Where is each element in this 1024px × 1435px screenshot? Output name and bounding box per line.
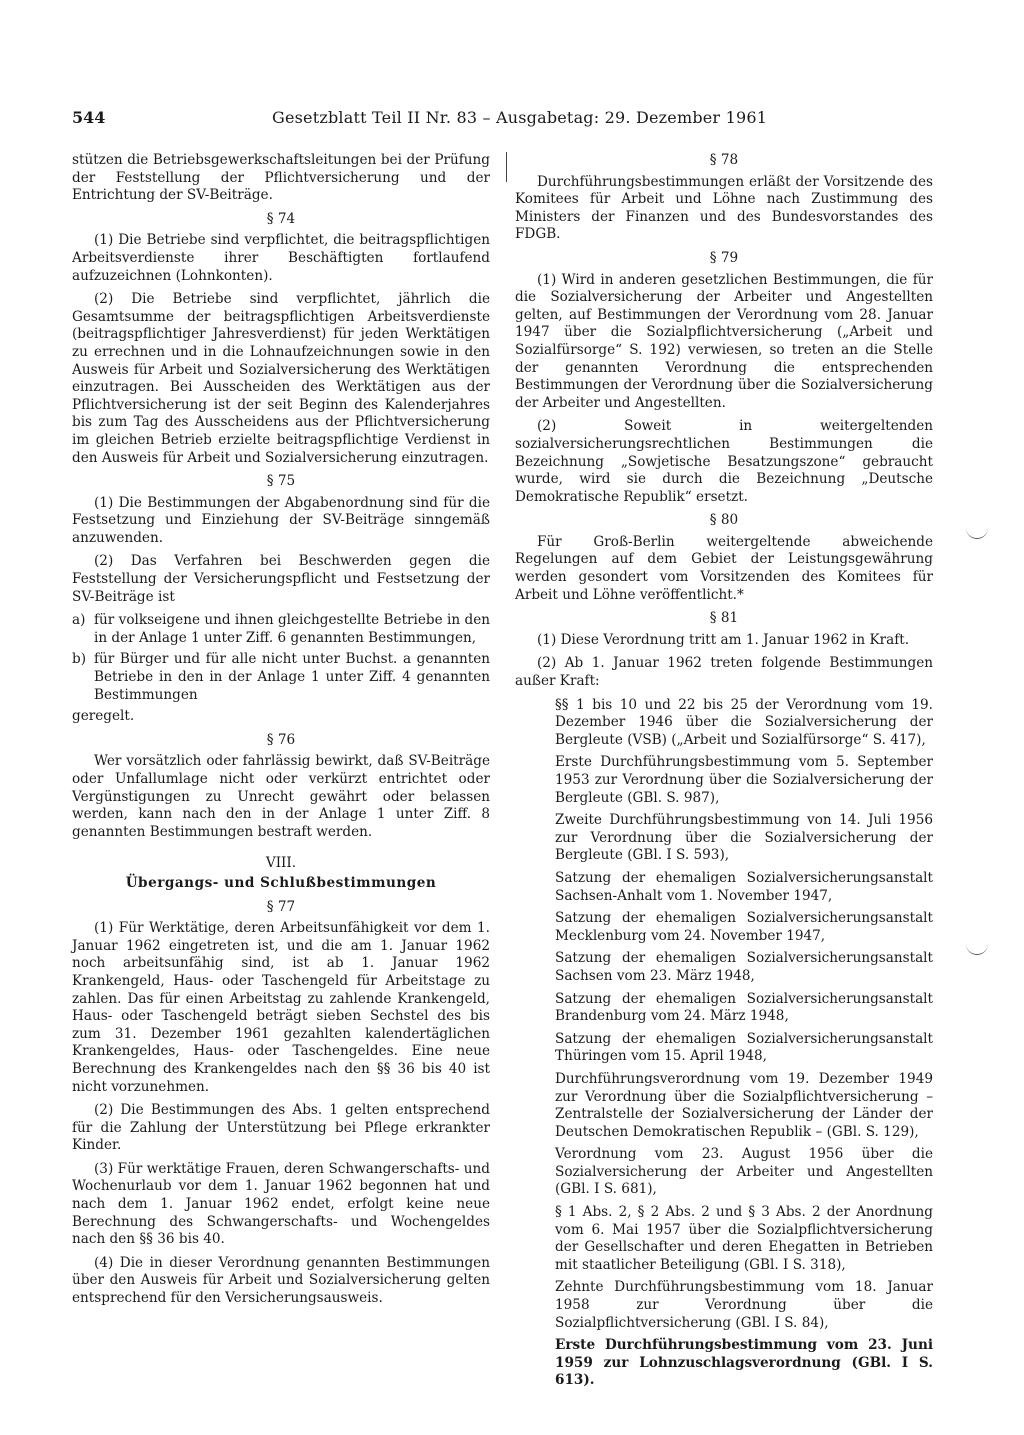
repealed-provision: Verordnung vom 23. August 1956 über die Sozialversicherung der Arbeiter und Angestellten (GBl. I S. 681), [555, 1146, 933, 1198]
right-column [515, 152, 933, 1395]
margin-mark [966, 528, 988, 539]
paragraph: (3) Für werktätige Frauen, deren Schwangerschafts- und Wochenurlaub vor dem 1. Januar 1962 begonnen hat und nach dem 1. Januar 1962 endet, erfolgt keine neue Berechnung des Schwangerschafts- und Wochengeldes nach den §§ 36 bis 40. [72, 1160, 490, 1248]
list-item [72, 651, 490, 704]
paragraph: geregelt. [72, 708, 135, 725]
paragraph: Durchführungsbestimmungen erläßt der Vorsitzende des Komitees für Arbeit und Löhne nach Zustimmung des Ministers der Finanzen und des Bundesvorstandes des FDGB. [515, 173, 933, 243]
section-title: § 77 [266, 898, 296, 915]
paragraph: (1) Die Bestimmungen der Abgabenordnung sind für die Festsetzung und Einziehung der SV-Beiträge sinngemäß anzuwenden. [72, 494, 490, 546]
section-title: § 79 [709, 249, 739, 266]
running-title: Gesetzblatt Teil II Nr. 83 – Ausgabetag: 29. Dezember 1961 [272, 108, 768, 127]
page-header [72, 108, 944, 132]
repealed-provision: § 1 Abs. 2, § 2 Abs. 2 und § 3 Abs. 2 der Anordnung vom 6. Mai 1957 über die Sozialpflichtversicherung der Gesellschafter und deren Ehegatten in Betrieben mit staatlicher Beteiligung (GBl. I S. 318), [555, 1204, 933, 1273]
section-title: § 75 [266, 473, 296, 490]
repealed-provision: Erste Durchführungsbestimmung vom 23. Juni 1959 zur Lohnzuschlagsverordnung (GBl. I S. 613). [555, 1337, 933, 1389]
chapter-title: Übergangs- und Schlußbestimmungen [125, 874, 437, 891]
section-title: § 81 [709, 610, 739, 627]
repealed-provision: Satzung der ehemaligen Sozialversicherungsanstalt Sachsen vom 23. März 1948, [555, 950, 933, 984]
list-item-text: für volkseigene und ihnen gleichgestellte Betriebe in den in der Anlage 1 unter Ziff. 6 genannten Bestimmungen, [94, 612, 490, 646]
repealed-provision: Zweite Durchführungsbestimmung von 14. Juli 1956 zur Verordnung über die Sozialversicherung der Bergleute (GBl. I S. 593), [555, 812, 933, 864]
repealed-provision: §§ 1 bis 10 und 22 bis 25 der Verordnung vom 19. Dezember 1946 über die Sozialversicherung der Bergleute (VSB) („Arbeit und Sozialfürsorge“ S. 417), [555, 696, 933, 748]
list-item-text: für Bürger und für alle nicht unter Buchst. a genannten Betriebe in den in der Anlage 1 unter Ziff. 4 genannten Bestimmungen [94, 651, 490, 703]
paragraph: (2) Die Betriebe sind verpflichtet, jährlich die Gesamtsumme der beitragspflichtigen Arbeitsverdienste (beitragspflichtiger Jahresverdienst) für jeden Werktätigen zu errechnen und in die Lohnaufzeichnungen sowie in den Ausweis für Arbeit und Sozialversicherung des Werktätigen einzutragen. Bei Ausscheiden des Werktätigen aus der Pflichtversicherung ist der seit Beginn des Kalenderjahres bis zum Tag des Ausscheidens aus der Pflichtversicherung im gleichen Betrieb erzielte beitragspflichtige Verdienst in den Ausweis für Arbeit und Sozialversicherung einzutragen. [72, 291, 490, 466]
section-title: § 76 [266, 731, 296, 748]
list-item-label: b) [72, 651, 87, 668]
repealed-provision: Erste Durchführungsbestimmung vom 5. September 1953 zur Verordnung über die Sozialversicherung der Bergleute (GBl. S. 987), [555, 754, 933, 806]
paragraph: Für Groß-Berlin weitergeltende abweichende Regelungen auf dem Gebiet der Leistungsgewährung werden gesondert vom Vorsitzenden des Komitees für Arbeit und Löhne veröffentlicht.* [515, 533, 933, 603]
intro-paragraph: stützen die Betriebsgewerkschaftsleitungen bei der Prüfung der Feststellung der Pflichtversicherung und der Entrichtung der SV-Beiträge. [72, 152, 490, 204]
paragraph: (4) Die in dieser Verordnung genannten Bestimmungen über den Ausweis für Arbeit und Sozialversicherung gelten entsprechend für den Versicherungsausweis. [72, 1254, 490, 1307]
paragraph: (2) Die Bestimmungen des Abs. 1 gelten entsprechend für die Zahlung der Unterstützung bei Pflege erkrankter Kinder. [72, 1102, 490, 1154]
list-item [72, 612, 490, 647]
section-title: § 78 [709, 152, 739, 168]
section-title: § 80 [709, 512, 739, 529]
repealed-provision: Satzung der ehemaligen Sozialversicherungsanstalt Thüringen vom 15. April 1948, [555, 1030, 933, 1065]
column-divider [506, 152, 507, 182]
repealed-provision: Durchführungsverordnung vom 19. Dezember 1949 zur Verordnung über die Sozialpflichtversicherung – Zentralstelle der Sozialversicherung der Länder der Deutschen Demokratischen Republik – (GBl. S. 129), [555, 1070, 933, 1140]
paragraph: (1) Diese Verordnung tritt am 1. Januar 1962 in Kraft. [537, 631, 910, 648]
page-number: 544 [72, 108, 106, 127]
paragraph: (2) Das Verfahren bei Beschwerden gegen die Feststellung der Versicherungspflicht und Festsetzung der SV-Beiträge ist [72, 553, 490, 605]
chapter-number: VIII. [265, 855, 297, 872]
margin-mark [966, 944, 988, 955]
section-title: § 74 [266, 210, 296, 227]
repealed-provision: Satzung der ehemaligen Sozialversicherungsanstalt Sachsen-Anhalt vom 1. November 1947, [555, 869, 933, 904]
list-item-label: a) [72, 612, 86, 629]
repealed-provision: Satzung der ehemaligen Sozialversicherungsanstalt Brandenburg vom 24. März 1948, [555, 990, 933, 1025]
paragraph: (1) Wird in anderen gesetzlichen Bestimmungen, die für die Sozialversicherung der Arbeiter und Angestellten gelten, auf Bestimmungen der Verordnung vom 28. Januar 1947 über die Sozialpflichtversicherung („Arbeit und Sozialfürsorge“ S. 192) verwiesen, so treten an die Stelle der genannten Verordnung die entsprechenden Bestimmungen der Verordnung über die Sozialversicherung der Arbeiter und Angestellten. [515, 271, 933, 411]
left-column [72, 152, 490, 1314]
paragraph: Wer vorsätzlich oder fahrlässig bewirkt, daß SV-Beiträge oder Unfallumlage nicht oder verkürzt entrichtet oder Vergünstigungen zu Unrecht gewährt oder belassen werden, kann nach den in der Anlage 1 unter Ziff. 8 genannten Bestimmungen bestraft werden. [72, 753, 490, 840]
paragraph: (1) Für Werktätige, deren Arbeitsunfähigkeit vor dem 1. Januar 1962 eingetreten ist, und die am 1. Januar 1962 noch arbeitsunfähig sind, ist ab 1. Januar 1962 Krankengeld, Haus- oder Taschengeld für Arbeitstage zu zahlen. Das für einen Arbeitstag zu zahlende Krankengeld, Haus- oder Taschengeld beträgt sieben Sechstel des bis zum 31. Dezember 1961 gezahlten kalendertäglichen Krankengeldes, Haus- oder Taschengeldes. Eine neue Berechnung des Krankengeldes nach den §§ 36 bis 40 ist nicht vorzunehmen. [72, 920, 490, 1095]
repealed-provision: Satzung der ehemaligen Sozialversicherungsanstalt Mecklenburg vom 24. November 1947, [555, 910, 933, 944]
paragraph: (2) Soweit in weitergeltenden sozialversicherungsrechtlichen Bestimmungen die Bezeichnung „Sowjetische Besatzungszone“ gebraucht wurde, wird sie durch die Bezeichnung „Deutsche Demokratische Republik“ ersetzt. [515, 418, 933, 505]
paragraph: (2) Ab 1. Januar 1962 treten folgende Bestimmungen außer Kraft: [515, 655, 933, 690]
repealed-provision: Zehnte Durchführungsbestimmung vom 18. Januar 1958 zur Verordnung über die Sozialpflichtversicherung (GBl. I S. 84), [555, 1279, 933, 1331]
paragraph: (1) Die Betriebe sind verpflichtet, die beitragspflichtigen Arbeitsverdienste ihrer Beschäftigten fortlaufend aufzuzeichnen (Lohnkonten). [72, 232, 490, 284]
